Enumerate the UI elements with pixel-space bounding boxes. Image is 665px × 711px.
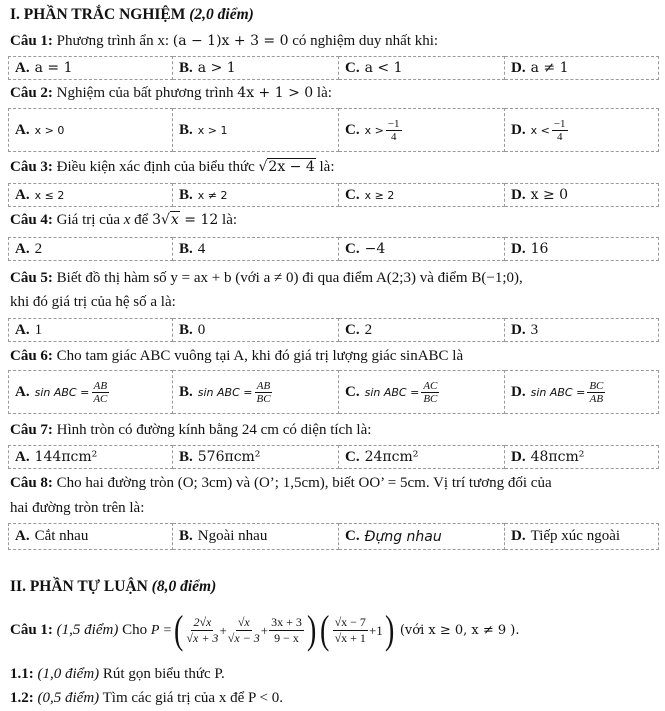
option-prefix: x > [364, 123, 384, 137]
option-label: B. [179, 240, 193, 257]
option-value: a < 1 [364, 60, 403, 76]
q8-label: Câu 8: [10, 475, 53, 491]
option-value: Đựng nhau [364, 528, 442, 545]
q4-options [8, 237, 659, 261]
fraction [91, 380, 109, 405]
q4-coef: 3 [152, 212, 161, 228]
term1 [186, 615, 218, 646]
term4 [333, 615, 368, 646]
q2-option-c[interactable] [339, 108, 505, 152]
right-paren-icon: ) [384, 607, 395, 652]
q3-label: Câu 3: [10, 159, 53, 175]
option-label: C. [345, 59, 360, 76]
q5-label: Câu 5: [10, 270, 53, 286]
fraction-num: −1 [553, 117, 566, 130]
q4-stem: Giá trị của [56, 212, 120, 228]
q7-option-a[interactable] [8, 445, 173, 469]
option-value: x > 0 [34, 123, 65, 137]
section2-title: II. PHẦN TỰ LUẬN [10, 578, 148, 595]
term4-den: √x + 1 [334, 630, 366, 645]
q2-stem: Nghiệm của bất phương trình [56, 85, 234, 101]
q8-line2: hai đường tròn trên là: [10, 500, 145, 516]
option-label: C. [345, 383, 360, 400]
sqrt-icon: √ [258, 159, 268, 175]
q6-text [10, 346, 659, 367]
q5-option-d[interactable] [505, 318, 659, 342]
option-label: C. [345, 448, 360, 465]
q4-option-a[interactable] [8, 237, 173, 261]
option-value: 16 [530, 241, 549, 257]
q2-tail: là: [316, 85, 332, 101]
plus-sign: + [260, 622, 269, 638]
term4-num: √x − 7 [334, 614, 366, 629]
q4-formula [152, 211, 218, 228]
q2-option-b[interactable] [173, 108, 339, 152]
q1-option-d[interactable] [505, 56, 659, 80]
q5-line2: khi đó giá trị của hệ số a là: [10, 294, 176, 310]
q1-formula: (a − 1)x + 3 = 0 [172, 33, 289, 49]
q7-options [8, 445, 659, 469]
option-prefix: x < [530, 123, 550, 137]
option-label: C. [345, 121, 360, 138]
sqrt-icon: √ [161, 212, 170, 228]
essay-points: (1,5 điểm) [56, 621, 119, 638]
option-label: D. [511, 383, 526, 400]
fraction [386, 118, 402, 143]
term2-num: √x [237, 614, 250, 629]
term3-num: 3x + 3 [271, 614, 302, 629]
section2-points: (8,0 điểm) [151, 578, 217, 595]
option-prefix: sin ABC = [197, 385, 253, 399]
fraction-num: −1 [387, 117, 400, 130]
option-label: B. [179, 59, 193, 76]
q7-option-d[interactable] [505, 445, 659, 469]
option-label: A. [15, 383, 30, 400]
q1-options [8, 56, 659, 80]
sub2-points: (0,5 điểm) [37, 690, 100, 706]
left-paren-icon: ( [174, 607, 184, 652]
q8-options [8, 523, 659, 550]
q1-option-b[interactable] [173, 56, 339, 80]
option-value: Tiếp xúc ngoài [530, 528, 621, 544]
option-value: x > 1 [197, 123, 228, 137]
option-value: a > 1 [197, 60, 236, 76]
term1-den: √x + 3 [186, 630, 219, 645]
essay-q1 [10, 606, 659, 654]
term2 [228, 615, 260, 646]
essay-condition: (với x ≥ 0, x ≠ 9 ). [399, 622, 520, 638]
term2-den: √x − 3 [227, 630, 260, 645]
p-expression [150, 607, 396, 652]
fraction-den: AB [589, 392, 604, 405]
fraction-den: 4 [390, 130, 397, 143]
q3-sqrt [258, 158, 315, 175]
option-value: 24πcm² [364, 449, 419, 465]
option-label: A. [15, 528, 30, 544]
option-label: B. [179, 528, 193, 544]
q4-rhs: = 12 [184, 212, 219, 228]
q1-tail: có nghiệm duy nhất khi: [292, 33, 439, 49]
option-value: Cắt nhau [34, 528, 89, 544]
q4-var: x [123, 212, 131, 228]
q6-option-c[interactable] [339, 370, 505, 414]
fraction-den: BC [423, 392, 438, 405]
q8-line1: Cho hai đường tròn (O; 3cm) và (O’; 1,5cm), biết OO’ = 5cm. Vị trí tương đối của [56, 475, 552, 491]
q3-option-d[interactable] [505, 183, 659, 207]
essay-stem: Cho [122, 621, 148, 638]
q2-options [8, 108, 659, 152]
option-value: x ≥ 2 [364, 188, 395, 202]
q3-tail: là: [319, 159, 335, 175]
section2-heading [10, 578, 216, 596]
option-value: 576πcm² [197, 449, 261, 465]
fraction-den: 4 [556, 130, 563, 143]
q3-option-a[interactable] [8, 183, 173, 207]
option-label: D. [511, 59, 526, 76]
option-value: 0 [197, 321, 206, 338]
option-label: B. [179, 448, 193, 465]
fraction-num: AC [423, 379, 438, 392]
q8-text [10, 471, 659, 521]
q5-option-a[interactable] [8, 318, 173, 342]
right-paren-icon: ) [306, 607, 317, 652]
q3-option-b[interactable] [173, 183, 339, 207]
q4-tail: là: [222, 212, 238, 228]
fraction-den: AC [93, 392, 108, 405]
option-label: D. [511, 186, 526, 203]
p-var: P = [150, 622, 173, 638]
fraction [255, 380, 273, 405]
q6-stem: Cho tam giác ABC vuông tại A, khi đó giá trị lượng giác sinABC là [56, 348, 464, 364]
option-prefix: sin ABC = [530, 385, 586, 399]
option-value: a = 1 [34, 60, 73, 76]
option-label: C. [345, 528, 360, 544]
option-value: −4 [364, 241, 386, 257]
plus-sign: + [219, 622, 227, 638]
q7-stem: Hình tròn có đường kính bằng 24 cm có diện tích là: [56, 422, 372, 438]
option-label: D. [511, 528, 526, 544]
section1-title: I. PHẦN TRẮC NGHIỆM [10, 6, 186, 23]
q2-option-a[interactable] [8, 108, 173, 152]
fraction-den: BC [256, 392, 271, 405]
q1-option-a[interactable] [8, 56, 173, 80]
q1-option-c[interactable] [339, 56, 505, 80]
q1-label: Câu 1: [10, 33, 53, 49]
q3-option-c[interactable] [339, 183, 505, 207]
q7-text [10, 420, 659, 441]
option-label: D. [511, 240, 526, 257]
radicand: 2x − 4 [268, 159, 315, 175]
option-label: C. [345, 240, 360, 257]
q8-option-d[interactable] [505, 523, 659, 550]
option-value: 2 [34, 240, 43, 257]
q4-mid: để [134, 212, 149, 228]
option-label: B. [179, 121, 193, 138]
option-label: A. [15, 448, 30, 465]
q2-option-d[interactable] [505, 108, 659, 152]
fraction-num: AB [256, 379, 271, 392]
q7-label: Câu 7: [10, 422, 53, 438]
term1-num: 2√x [193, 614, 212, 629]
q2-label: Câu 2: [10, 85, 53, 101]
option-value: a ≠ 1 [530, 60, 569, 76]
q3-text [10, 157, 659, 178]
option-prefix: sin ABC = [364, 385, 420, 399]
fraction-num: AB [93, 379, 108, 392]
term4-tail: +1 [368, 622, 383, 638]
option-value: x ≥ 0 [530, 187, 569, 203]
q4-option-b[interactable] [173, 237, 339, 261]
essay-label: Câu 1: [10, 621, 53, 638]
option-label: D. [511, 321, 526, 338]
q6-option-b[interactable] [173, 370, 339, 414]
q6-options [8, 370, 659, 414]
q6-label: Câu 6: [10, 348, 53, 364]
q6-option-a[interactable] [8, 370, 173, 414]
q7-option-c[interactable] [339, 445, 505, 469]
q4-label: Câu 4: [10, 212, 53, 228]
sub1-points: (1,0 điểm) [37, 666, 100, 682]
sub2-label: 1.2: [10, 690, 34, 706]
option-label: A. [15, 121, 30, 138]
option-value: 144πcm² [34, 449, 98, 465]
sub1-label: 1.1: [10, 666, 34, 682]
q1-stem: Phương trình ẩn x: [56, 33, 169, 49]
option-value: 48πcm² [530, 449, 585, 465]
option-label: D. [511, 448, 526, 465]
q8-option-b[interactable] [173, 523, 339, 550]
option-label: A. [15, 240, 30, 257]
section1-points: (2,0 điểm) [189, 6, 254, 23]
q8-option-c[interactable] [339, 523, 505, 550]
essay-sub2 [10, 688, 659, 709]
essay-sub1 [10, 664, 659, 685]
option-value: 1 [34, 321, 43, 338]
q4-option-c[interactable] [339, 237, 505, 261]
fraction-num: BC [589, 379, 604, 392]
fraction [421, 380, 439, 405]
option-label: B. [179, 186, 193, 203]
option-label: A. [15, 59, 30, 76]
option-label: B. [179, 321, 193, 338]
term3 [269, 615, 304, 646]
q3-options [8, 183, 659, 207]
option-label: B. [179, 383, 193, 400]
option-label: A. [15, 186, 30, 203]
section1-heading [10, 6, 254, 24]
option-value: x ≠ 2 [197, 188, 228, 202]
radicand: x [170, 212, 179, 228]
q6-option-d[interactable] [505, 370, 659, 414]
fraction [552, 118, 568, 143]
q2-text [10, 83, 659, 104]
sub1-text: Rút gọn biểu thức P. [102, 666, 225, 682]
option-value: Ngoài nhau [197, 528, 268, 544]
q2-formula: 4x + 1 > 0 [237, 85, 314, 101]
q4-option-d[interactable] [505, 237, 659, 261]
q5-options [8, 318, 659, 342]
left-paren-icon: ( [320, 607, 330, 652]
q1-text [10, 31, 659, 52]
q5-text [10, 266, 659, 314]
term3-den: 9 − x [274, 630, 299, 645]
q4-text [10, 210, 659, 231]
option-value: 3 [530, 321, 539, 338]
option-value: 2 [364, 321, 373, 338]
option-value: 4 [197, 240, 206, 257]
fraction [587, 380, 605, 405]
option-value: x ≤ 2 [34, 188, 65, 202]
q8-option-a[interactable] [8, 523, 173, 550]
q7-option-b[interactable] [173, 445, 339, 469]
option-label: D. [511, 121, 526, 138]
option-label: A. [15, 321, 30, 338]
option-label: C. [345, 186, 360, 203]
q5-option-c[interactable] [339, 318, 505, 342]
q5-option-b[interactable] [173, 318, 339, 342]
q5-line1: Biết đồ thị hàm số y = ax + b (với a ≠ 0) đi qua điểm A(2;3) và điểm B(−1;0), [56, 270, 523, 286]
option-prefix: sin ABC = [34, 385, 90, 399]
sub2-text: Tìm các giá trị của x để P < 0. [102, 690, 283, 706]
option-label: C. [345, 321, 360, 338]
q3-stem: Điều kiện xác định của biểu thức [56, 159, 255, 175]
